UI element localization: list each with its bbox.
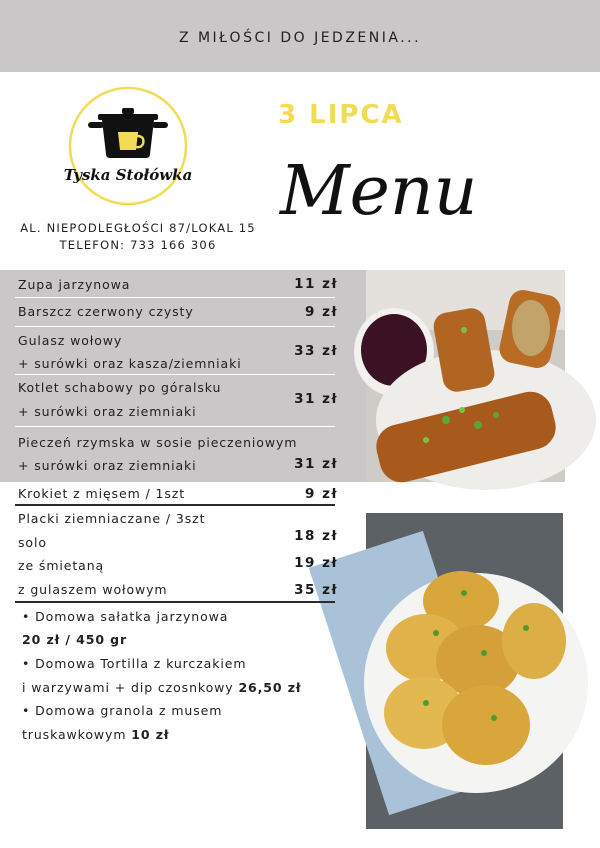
extra-price: 10 zł (131, 727, 170, 742)
croquettes-photo (366, 270, 565, 482)
option-price: 35 zł (294, 582, 338, 598)
option-label: solo (18, 535, 47, 550)
dish-price: 31 zł (294, 456, 338, 472)
option-price: 18 zł (294, 528, 338, 544)
divider (15, 297, 335, 298)
extra-price: 20 zł / 450 gr (22, 632, 128, 647)
menu-date: 3 LIPCA (278, 100, 404, 130)
dish-name: Pieczeń rzymska w sosie pieczeniowym (18, 435, 298, 450)
extra-desc: i warzywami + dip czosnkowy (22, 680, 239, 695)
dish-price: 9 zł (305, 304, 338, 320)
extra-item-line2 (22, 680, 301, 695)
dish-name: Gulasz wołowy (18, 333, 123, 348)
dish-price: 33 zł (294, 343, 338, 359)
extra-item: • Domowa sałatka jarzynowa (22, 609, 229, 624)
extra-item: • Domowa Tortilla z kurczakiem (22, 656, 247, 671)
dish-subline: + surówki oraz ziemniaki (18, 404, 197, 419)
restaurant-logo (63, 84, 193, 208)
potato-pancakes-photo (366, 513, 563, 829)
dish-price: 31 zł (294, 391, 338, 407)
divider (15, 326, 335, 327)
extra-desc: truskawkowym (22, 727, 132, 742)
dish-name: Barszcz czerwony czysty (18, 304, 194, 319)
option-price: 19 zł (294, 555, 338, 571)
divider (15, 601, 335, 603)
dish-name: Krokiet z mięsem / 1szt (18, 486, 186, 501)
dish-subline: + surówki oraz ziemniaki (18, 458, 197, 473)
dish-name: Kotlet schabowy po góralsku (18, 380, 222, 395)
extra-price: 26,50 zł (238, 680, 302, 695)
option-label: ze śmietaną (18, 558, 105, 573)
extra-item: • Domowa granola z musem (22, 703, 223, 718)
brand-name: Tyska Stołówka (63, 166, 193, 184)
divider (15, 504, 335, 506)
address: AL. NIEPODLEGŁOŚCI 87/LOKAL 15 (20, 221, 256, 235)
dish-name: Placki ziemniaczane / 3szt (18, 511, 206, 526)
menu-title (272, 132, 478, 252)
extra-item-line2 (22, 727, 169, 742)
dish-price: 11 zł (294, 276, 338, 292)
dish-price: 9 zł (305, 486, 338, 502)
phone: TELEFON: 733 166 306 (59, 238, 217, 252)
contact-block (18, 220, 258, 254)
dish-subline: + surówki oraz kasza/ziemniaki (18, 356, 242, 371)
option-label: z gulaszem wołowym (18, 582, 168, 597)
pot-icon (88, 108, 168, 158)
tagline: Z MIŁOŚCI DO JEDZENIA... (178, 30, 422, 46)
menu-title-text: Menu (280, 152, 478, 231)
divider (15, 426, 335, 427)
divider (15, 374, 335, 375)
dish-name: Zupa jarzynowa (18, 277, 131, 292)
